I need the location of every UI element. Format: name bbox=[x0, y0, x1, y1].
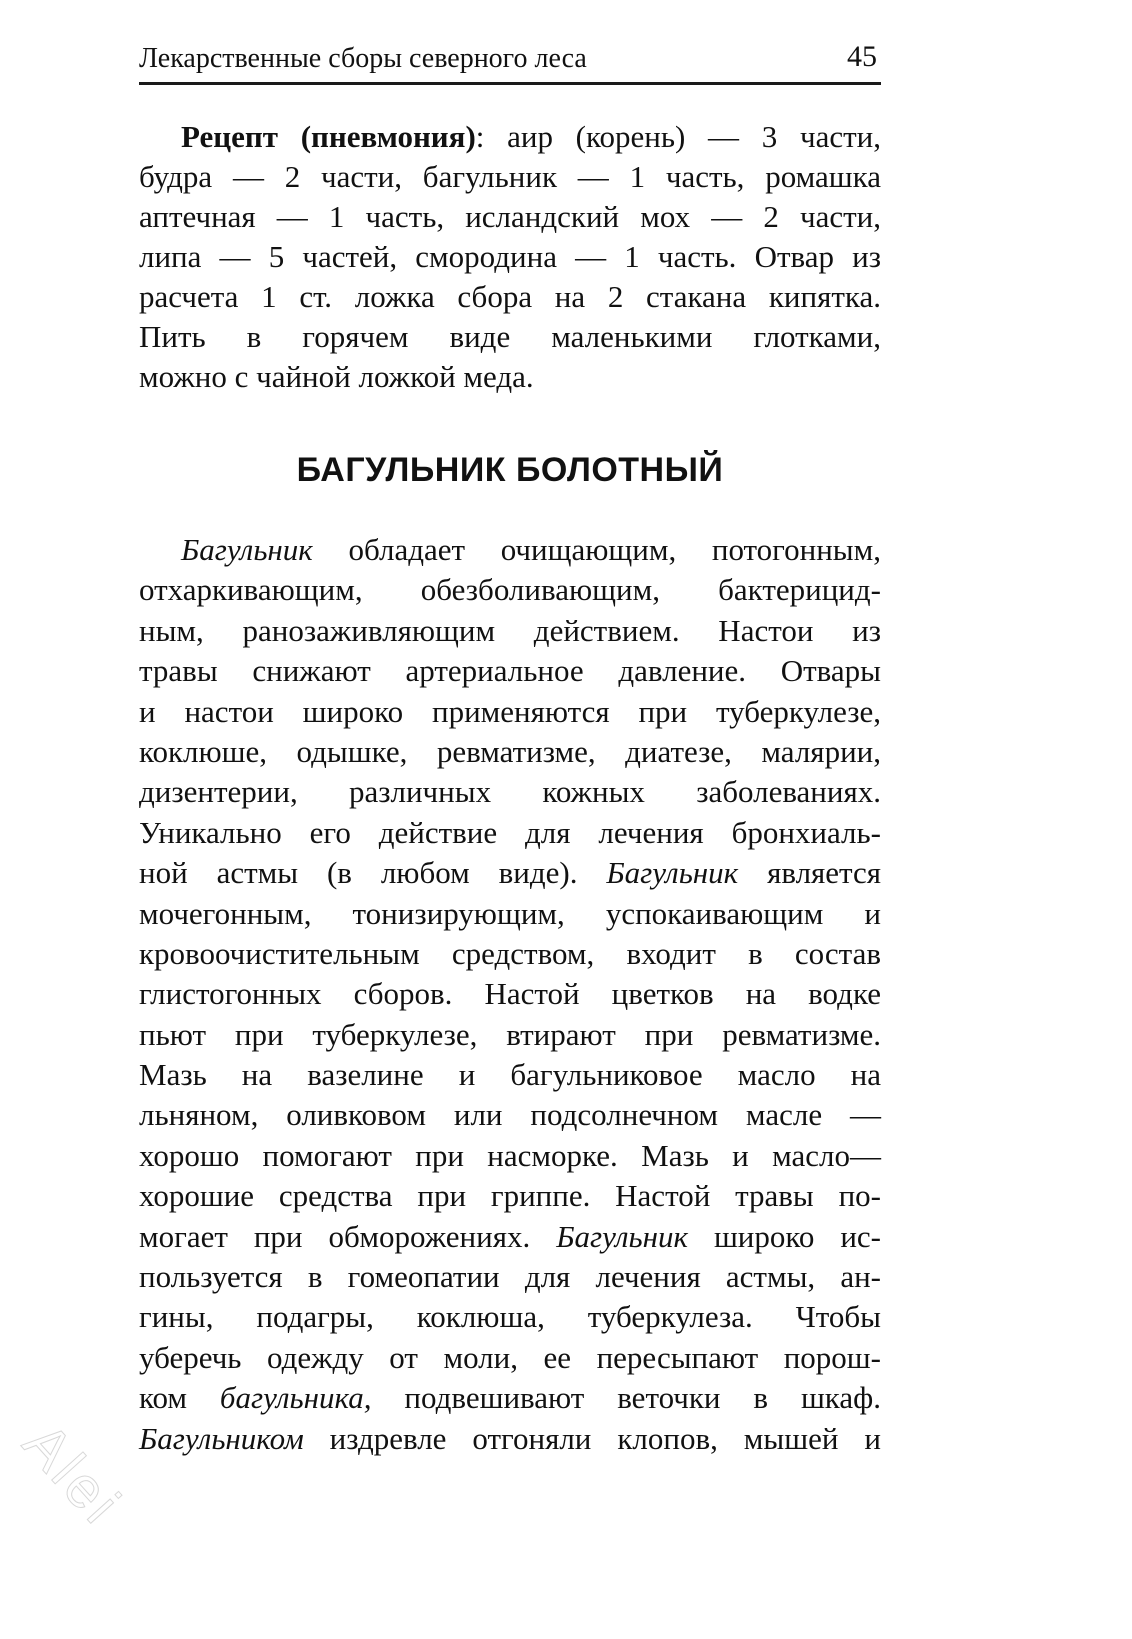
text-line: мочегонным, тонизирующим, успокаивающим и bbox=[139, 895, 881, 931]
text-line: Пить в горячем виде маленькими глотками, bbox=[139, 319, 881, 354]
text-line: кровоочистительным средством, входит в состав bbox=[139, 935, 881, 971]
italic-term: Багульник bbox=[181, 532, 313, 567]
text-line: хорошие средства при гриппе. Настой травы по- bbox=[139, 1178, 881, 1214]
text-line: коклюше, одышке, ревматизме, диатезе, малярии, bbox=[139, 733, 881, 769]
text-line: ком багульника, подвешивают веточки в шкаф. bbox=[139, 1380, 881, 1416]
text-line: Мазь на вазелине и багульниковое масло на bbox=[139, 1057, 881, 1093]
page-number: 45 bbox=[847, 40, 877, 73]
text-line: отхаркивающим, обезболивающим, бактерицид- bbox=[139, 572, 881, 608]
text-line: Багульником издревле отгоняли клопов, мышей и bbox=[139, 1420, 881, 1456]
text-line: ным, ранозаживляющим действием. Настои из bbox=[139, 612, 881, 648]
text-line: расчета 1 ст. ложка сбора на 2 стакана кипятка. bbox=[139, 279, 881, 314]
text-line: пьют при туберкулезе, втирают при ревматизме. bbox=[139, 1016, 881, 1052]
text-line: Багульник обладает очищающим, потогонным, bbox=[181, 532, 881, 567]
text-line: пользуется в гомеопатии для лечения астмы, ан- bbox=[139, 1259, 881, 1295]
text-line: липа — 5 частей, смородина — 1 часть. Отвар из bbox=[139, 239, 881, 274]
text-line: будра — 2 части, багульник — 1 часть, ромашка bbox=[139, 159, 881, 194]
text-line: можно с чайной ложкой меда. bbox=[139, 359, 534, 394]
running-head bbox=[139, 38, 881, 85]
italic-term: Багульник bbox=[606, 855, 739, 891]
text-line: Рецепт (пневмония): аир (корень) — 3 части, bbox=[181, 119, 881, 154]
text-line: ной астмы (в любом виде). Багульник является bbox=[139, 855, 881, 891]
text-line: травы снижают артериальное давление. Отвары bbox=[139, 653, 881, 689]
text-line: могает при обморожениях. Багульник широко ис- bbox=[139, 1218, 882, 1254]
body-paragraph bbox=[139, 530, 881, 1459]
watermark: Alei bbox=[10, 1410, 135, 1538]
recipe-paragraph bbox=[139, 117, 881, 397]
text-line: Уникально его действие для лечения бронхиаль- bbox=[139, 814, 881, 850]
italic-term: Багульник bbox=[556, 1218, 688, 1254]
text-line: уберечь одежду от моли, ее пересыпают порош- bbox=[139, 1339, 881, 1375]
recipe-label: Рецепт (пневмония) bbox=[181, 119, 476, 154]
text-line: дизентерии, различных кожных заболеваниях. bbox=[139, 774, 881, 810]
text-line: аптечная — 1 часть, исландский мох — 2 части, bbox=[139, 199, 881, 234]
text-line: глистогонных сборов. Настой цветков на водке bbox=[139, 976, 881, 1012]
italic-term: багульника, bbox=[219, 1380, 372, 1416]
text-line: и настои широко применяются при туберкулезе, bbox=[139, 693, 881, 729]
section-heading: БАГУЛЬНИК БОЛОТНЫЙ bbox=[296, 451, 724, 489]
text-line: гины, подагры, коклюша, туберкулеза. Чтобы bbox=[139, 1299, 881, 1335]
text-line: льняном, оливковом или подсолнечном масле — bbox=[139, 1097, 881, 1133]
running-head-title: Лекарственные сборы северного леса bbox=[139, 43, 587, 74]
italic-term: Багульником bbox=[139, 1420, 304, 1456]
text-line: хорошо помогают при насморке. Мазь и масло— bbox=[139, 1137, 881, 1173]
